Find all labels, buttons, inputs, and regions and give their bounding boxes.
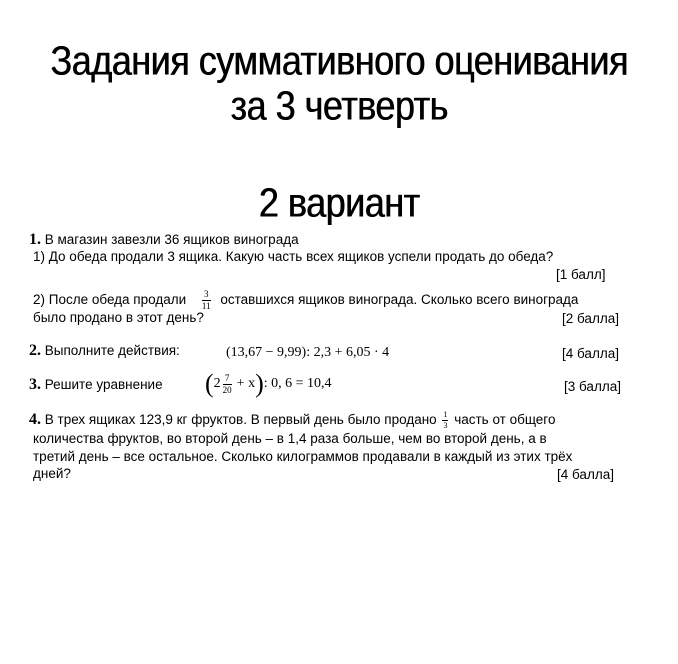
task1-fraction-numerator: 3 — [202, 290, 211, 301]
task3-fraction-denominator: 20 — [222, 384, 232, 395]
task1-intro — [29, 232, 299, 248]
task1-part1: 1) До обеда продали 3 ящика. Какую часть всех ящиков успели продать до обеда? — [33, 249, 554, 264]
task1-part1-points: [1 балл] — [556, 267, 606, 282]
task3-fraction-numerator: 7 — [223, 374, 232, 385]
task3-number: 3. — [29, 376, 41, 393]
task1-part2-line2: было продано в этот день? — [33, 310, 204, 325]
task1-intro-text: В магазин завезли 36 ящиков винограда — [44, 232, 299, 247]
task1-fraction — [202, 290, 211, 311]
title-line-1: Задания суммативного оценивания — [50, 37, 628, 84]
task4-number: 4. — [29, 411, 41, 429]
task3-close-paren: ) — [255, 369, 264, 398]
title-line-2: за 3 четверть — [230, 82, 448, 129]
task4-line1-after: часть от общего — [454, 412, 556, 428]
task4-points: [4 балла] — [557, 467, 614, 482]
task4-fraction — [442, 411, 448, 430]
task3-whole: 2 — [213, 376, 221, 392]
task3-text — [29, 377, 163, 393]
task3-rest: : 0, 6 = 10,4 — [263, 376, 332, 392]
task3-equation — [205, 369, 332, 399]
task3-points: [3 балла] — [564, 379, 621, 394]
task3-inner: + x — [236, 376, 256, 392]
task4-line3: третий день – все остальное. Сколько килограммов продавали в каждый из этих трёх — [33, 449, 573, 464]
variant-heading: 2 вариант — [258, 179, 420, 226]
task1-number: 1. — [29, 231, 41, 248]
task3-open-paren: ( — [205, 369, 214, 398]
task2-text — [29, 343, 180, 359]
task1-part2-points: [2 балла] — [562, 311, 619, 326]
task1-fraction-denominator: 11 — [201, 301, 211, 311]
task4-line4: дней? — [33, 466, 71, 481]
task1-part2-after: оставшихся ящиков винограда. Сколько всего винограда — [220, 292, 579, 308]
task4-line2: количества фруктов, во второй день – в 1,4 раза больше, чем во второй день, а в — [33, 431, 547, 446]
task2-expression: (13,67 − 9,99): 2,3 + 6,05 · 4 — [226, 345, 390, 360]
task4-line1-before: В трех ящиках 123,9 кг фруктов. В первый день было продано — [44, 412, 437, 428]
task2-number: 2. — [29, 342, 41, 359]
task4-line1 — [29, 411, 555, 430]
task4-fraction-numerator: 1 — [443, 410, 448, 419]
task2-label: Выполните действия: — [44, 343, 180, 358]
task4-fraction-denominator: 3 — [443, 421, 448, 430]
task1-part2 — [33, 290, 578, 311]
task3-fraction — [223, 374, 232, 395]
task3-label: Решите уравнение — [44, 377, 163, 392]
task1-part2-before: 2) После обеда продали — [33, 292, 187, 308]
task2-points: [4 балла] — [562, 346, 619, 361]
